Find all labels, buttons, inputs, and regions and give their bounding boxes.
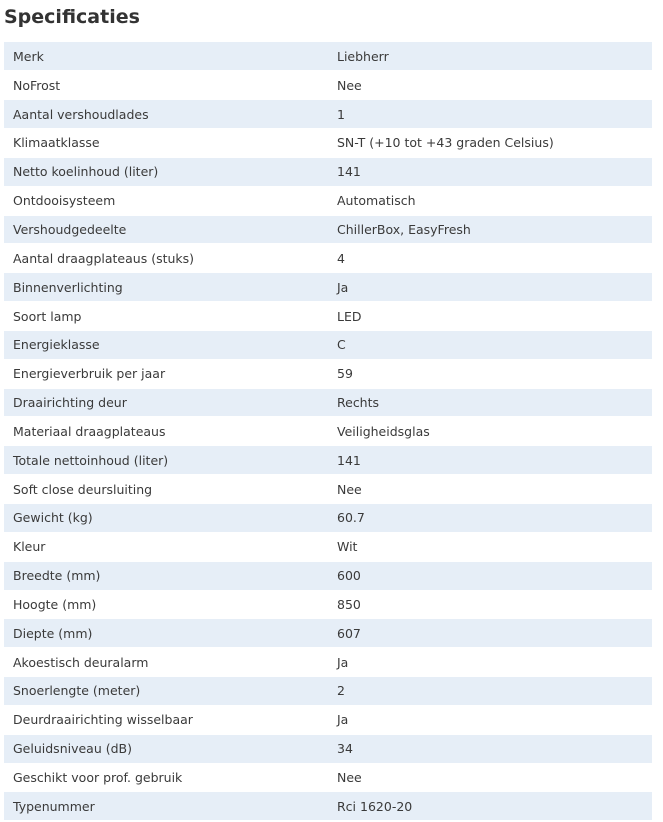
- spec-row: [4, 446, 652, 475]
- spec-label: Akoestisch deuralarm: [4, 648, 328, 677]
- spec-value: Veiligheidsglas: [328, 417, 652, 446]
- spec-row: [4, 273, 652, 302]
- spec-value: ChillerBox, EasyFresh: [328, 215, 652, 244]
- spec-value: 850: [328, 590, 652, 619]
- spec-row: [4, 330, 652, 359]
- spec-value: Ja: [328, 648, 652, 677]
- spec-row: [4, 129, 652, 158]
- spec-row: [4, 532, 652, 561]
- spec-label: Materiaal draagplateaus: [4, 417, 328, 446]
- spec-row: [4, 244, 652, 273]
- spec-value: 141: [328, 157, 652, 186]
- spec-value: SN-T (+10 tot +43 graden Celsius): [328, 129, 652, 158]
- spec-row: [4, 100, 652, 129]
- specifications-table: [4, 42, 652, 821]
- spec-value: Automatisch: [328, 186, 652, 215]
- spec-value: 2: [328, 677, 652, 706]
- spec-row: [4, 792, 652, 821]
- spec-value: 34: [328, 734, 652, 763]
- spec-value: C: [328, 330, 652, 359]
- spec-value: 1: [328, 100, 652, 129]
- spec-label: Soft close deursluiting: [4, 475, 328, 504]
- spec-value: Ja: [328, 705, 652, 734]
- specifications-table-body: [4, 42, 652, 821]
- spec-label: Klimaatklasse: [4, 129, 328, 158]
- spec-label: Kleur: [4, 532, 328, 561]
- spec-value: Nee: [328, 71, 652, 100]
- spec-label: Binnenverlichting: [4, 273, 328, 302]
- spec-label: Breedte (mm): [4, 561, 328, 590]
- spec-label: Aantal vershoudlades: [4, 100, 328, 129]
- spec-label: Gewicht (kg): [4, 504, 328, 533]
- spec-value: 600: [328, 561, 652, 590]
- spec-label: Energieverbruik per jaar: [4, 359, 328, 388]
- spec-value: 607: [328, 619, 652, 648]
- spec-row: [4, 705, 652, 734]
- spec-row: [4, 302, 652, 331]
- spec-row: [4, 71, 652, 100]
- spec-row: [4, 359, 652, 388]
- spec-label: Geschikt voor prof. gebruik: [4, 763, 328, 792]
- spec-label: Diepte (mm): [4, 619, 328, 648]
- spec-value: 59: [328, 359, 652, 388]
- spec-row: [4, 186, 652, 215]
- spec-row: [4, 42, 652, 71]
- spec-label: Soort lamp: [4, 302, 328, 331]
- spec-row: [4, 734, 652, 763]
- spec-label: Netto koelinhoud (liter): [4, 157, 328, 186]
- spec-row: [4, 215, 652, 244]
- spec-label: NoFrost: [4, 71, 328, 100]
- spec-label: Aantal draagplateaus (stuks): [4, 244, 328, 273]
- spec-label: Snoerlengte (meter): [4, 677, 328, 706]
- spec-label: Ontdooisysteem: [4, 186, 328, 215]
- spec-row: [4, 388, 652, 417]
- spec-label: Hoogte (mm): [4, 590, 328, 619]
- page-title: Specificaties: [4, 6, 140, 28]
- spec-row: [4, 504, 652, 533]
- spec-label: Totale nettoinhoud (liter): [4, 446, 328, 475]
- spec-label: Deurdraairichting wisselbaar: [4, 705, 328, 734]
- spec-row: [4, 590, 652, 619]
- spec-row: [4, 619, 652, 648]
- spec-value: Rechts: [328, 388, 652, 417]
- spec-label: Draairichting deur: [4, 388, 328, 417]
- spec-value: Nee: [328, 763, 652, 792]
- spec-value: Wit: [328, 532, 652, 561]
- spec-row: [4, 648, 652, 677]
- spec-value: Ja: [328, 273, 652, 302]
- spec-value: LED: [328, 302, 652, 331]
- spec-value: 60.7: [328, 504, 652, 533]
- spec-label: Energieklasse: [4, 330, 328, 359]
- spec-row: [4, 763, 652, 792]
- spec-label: Geluidsniveau (dB): [4, 734, 328, 763]
- spec-label: Typenummer: [4, 792, 328, 821]
- spec-value: Nee: [328, 475, 652, 504]
- spec-row: [4, 561, 652, 590]
- spec-value: 4: [328, 244, 652, 273]
- spec-row: [4, 677, 652, 706]
- spec-value: Liebherr: [328, 42, 652, 71]
- spec-label: Vershoudgedeelte: [4, 215, 328, 244]
- spec-row: [4, 417, 652, 446]
- spec-row: [4, 157, 652, 186]
- spec-row: [4, 475, 652, 504]
- spec-label: Merk: [4, 42, 328, 71]
- spec-value: 141: [328, 446, 652, 475]
- spec-value: Rci 1620-20: [328, 792, 652, 821]
